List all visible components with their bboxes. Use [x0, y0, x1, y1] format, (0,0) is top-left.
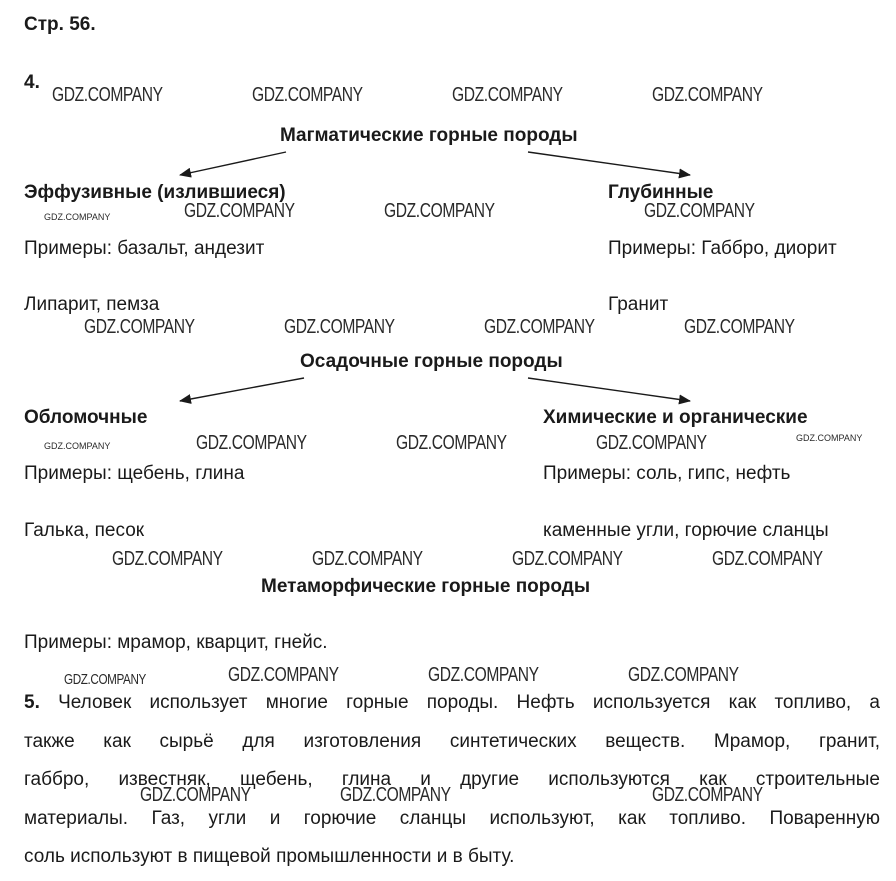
watermark: GDZ.COMPANY — [396, 432, 507, 454]
watermark: GDZ.COMPANY — [44, 441, 111, 451]
watermark: GDZ.COMPANY — [112, 548, 223, 570]
task5-line-3: габбро, известняк, щебень, глина и другие используются как строительные — [24, 769, 880, 790]
watermark: GDZ.COMPANY — [64, 671, 146, 688]
watermark: GDZ.COMPANY — [644, 200, 755, 222]
watermark: GDZ.COMPANY — [512, 548, 623, 570]
watermark: GDZ.COMPANY — [384, 200, 495, 222]
intrusive-examples-more: Гранит — [608, 294, 669, 315]
watermark: GDZ.COMPANY — [184, 200, 295, 222]
intrusive-heading: Глубинные — [608, 182, 714, 203]
arrow-sedimentary-right — [528, 378, 690, 401]
watermark: GDZ.COMPANY — [712, 548, 823, 570]
task4-number: 4. — [24, 72, 40, 93]
task5-paragraph — [24, 684, 880, 877]
sedimentary-title: Осадочные горные породы — [300, 351, 563, 372]
watermark: GDZ.COMPANY — [44, 212, 111, 222]
clastic-examples-more: Галька, песок — [24, 520, 145, 541]
watermark: GDZ.COMPANY — [196, 432, 307, 454]
chemical-organic-heading: Химические и органические — [543, 407, 808, 428]
task5-number: 5. — [24, 692, 40, 713]
watermark: GDZ.COMPANY — [312, 548, 423, 570]
watermark: GDZ.COMPANY — [428, 664, 539, 686]
watermark: GDZ.COMPANY — [796, 433, 863, 443]
task5-line-2: также как сырьё для изготовления синтетических веществ. Мрамор, гранит, — [24, 730, 880, 752]
watermark: GDZ.COMPANY — [484, 316, 595, 338]
watermark: GDZ.COMPANY — [340, 784, 451, 806]
chemical-organic-examples-more: каменные угли, горючие сланцы — [543, 520, 829, 541]
chemical-organic-examples: Примеры: соль, гипс, нефть — [543, 463, 791, 484]
task5-line-4: материалы. Газ, угли и горючие сланцы используют, как топливо. Поваренную — [24, 807, 880, 829]
arrow-magmatic-right — [528, 152, 690, 175]
watermark: GDZ.COMPANY — [652, 784, 763, 806]
watermark: GDZ.COMPANY — [684, 316, 795, 338]
watermark: GDZ.COMPANY — [228, 664, 339, 686]
clastic-heading: Обломочные — [24, 407, 148, 428]
watermark: GDZ.COMPANY — [52, 84, 163, 106]
clastic-examples: Примеры: щебень, глина — [24, 463, 245, 484]
watermark: GDZ.COMPANY — [252, 84, 363, 106]
watermark: GDZ.COMPANY — [140, 784, 251, 806]
effusive-heading: Эффузивные (излившиеся) — [24, 182, 286, 203]
magmatic-title: Магматические горные породы — [280, 125, 578, 146]
watermark: GDZ.COMPANY — [284, 316, 395, 338]
metamorphic-title: Метаморфические горные породы — [261, 576, 591, 597]
intrusive-examples: Примеры: Габбро, диорит — [608, 238, 837, 259]
watermark: GDZ.COMPANY — [628, 664, 739, 686]
page-label: Стр. 56. — [24, 14, 96, 35]
watermark: GDZ.COMPANY — [84, 316, 195, 338]
metamorphic-examples: Примеры: мрамор, кварцит, гнейс. — [24, 632, 328, 653]
arrow-magmatic-left — [180, 152, 286, 175]
effusive-examples: Примеры: базальт, андезит — [24, 238, 265, 259]
arrow-sedimentary-left — [180, 378, 304, 401]
watermark: GDZ.COMPANY — [652, 84, 763, 106]
effusive-examples-more: Липарит, пемза — [24, 294, 160, 315]
watermark: GDZ.COMPANY — [596, 432, 707, 454]
task5-line-1: 5. Человек использует многие горные породы. Нефть используется как топливо, а — [24, 692, 880, 713]
watermark: GDZ.COMPANY — [452, 84, 563, 106]
task5-line-5: соль используют в пищевой промышленности и в быту. — [24, 846, 515, 867]
